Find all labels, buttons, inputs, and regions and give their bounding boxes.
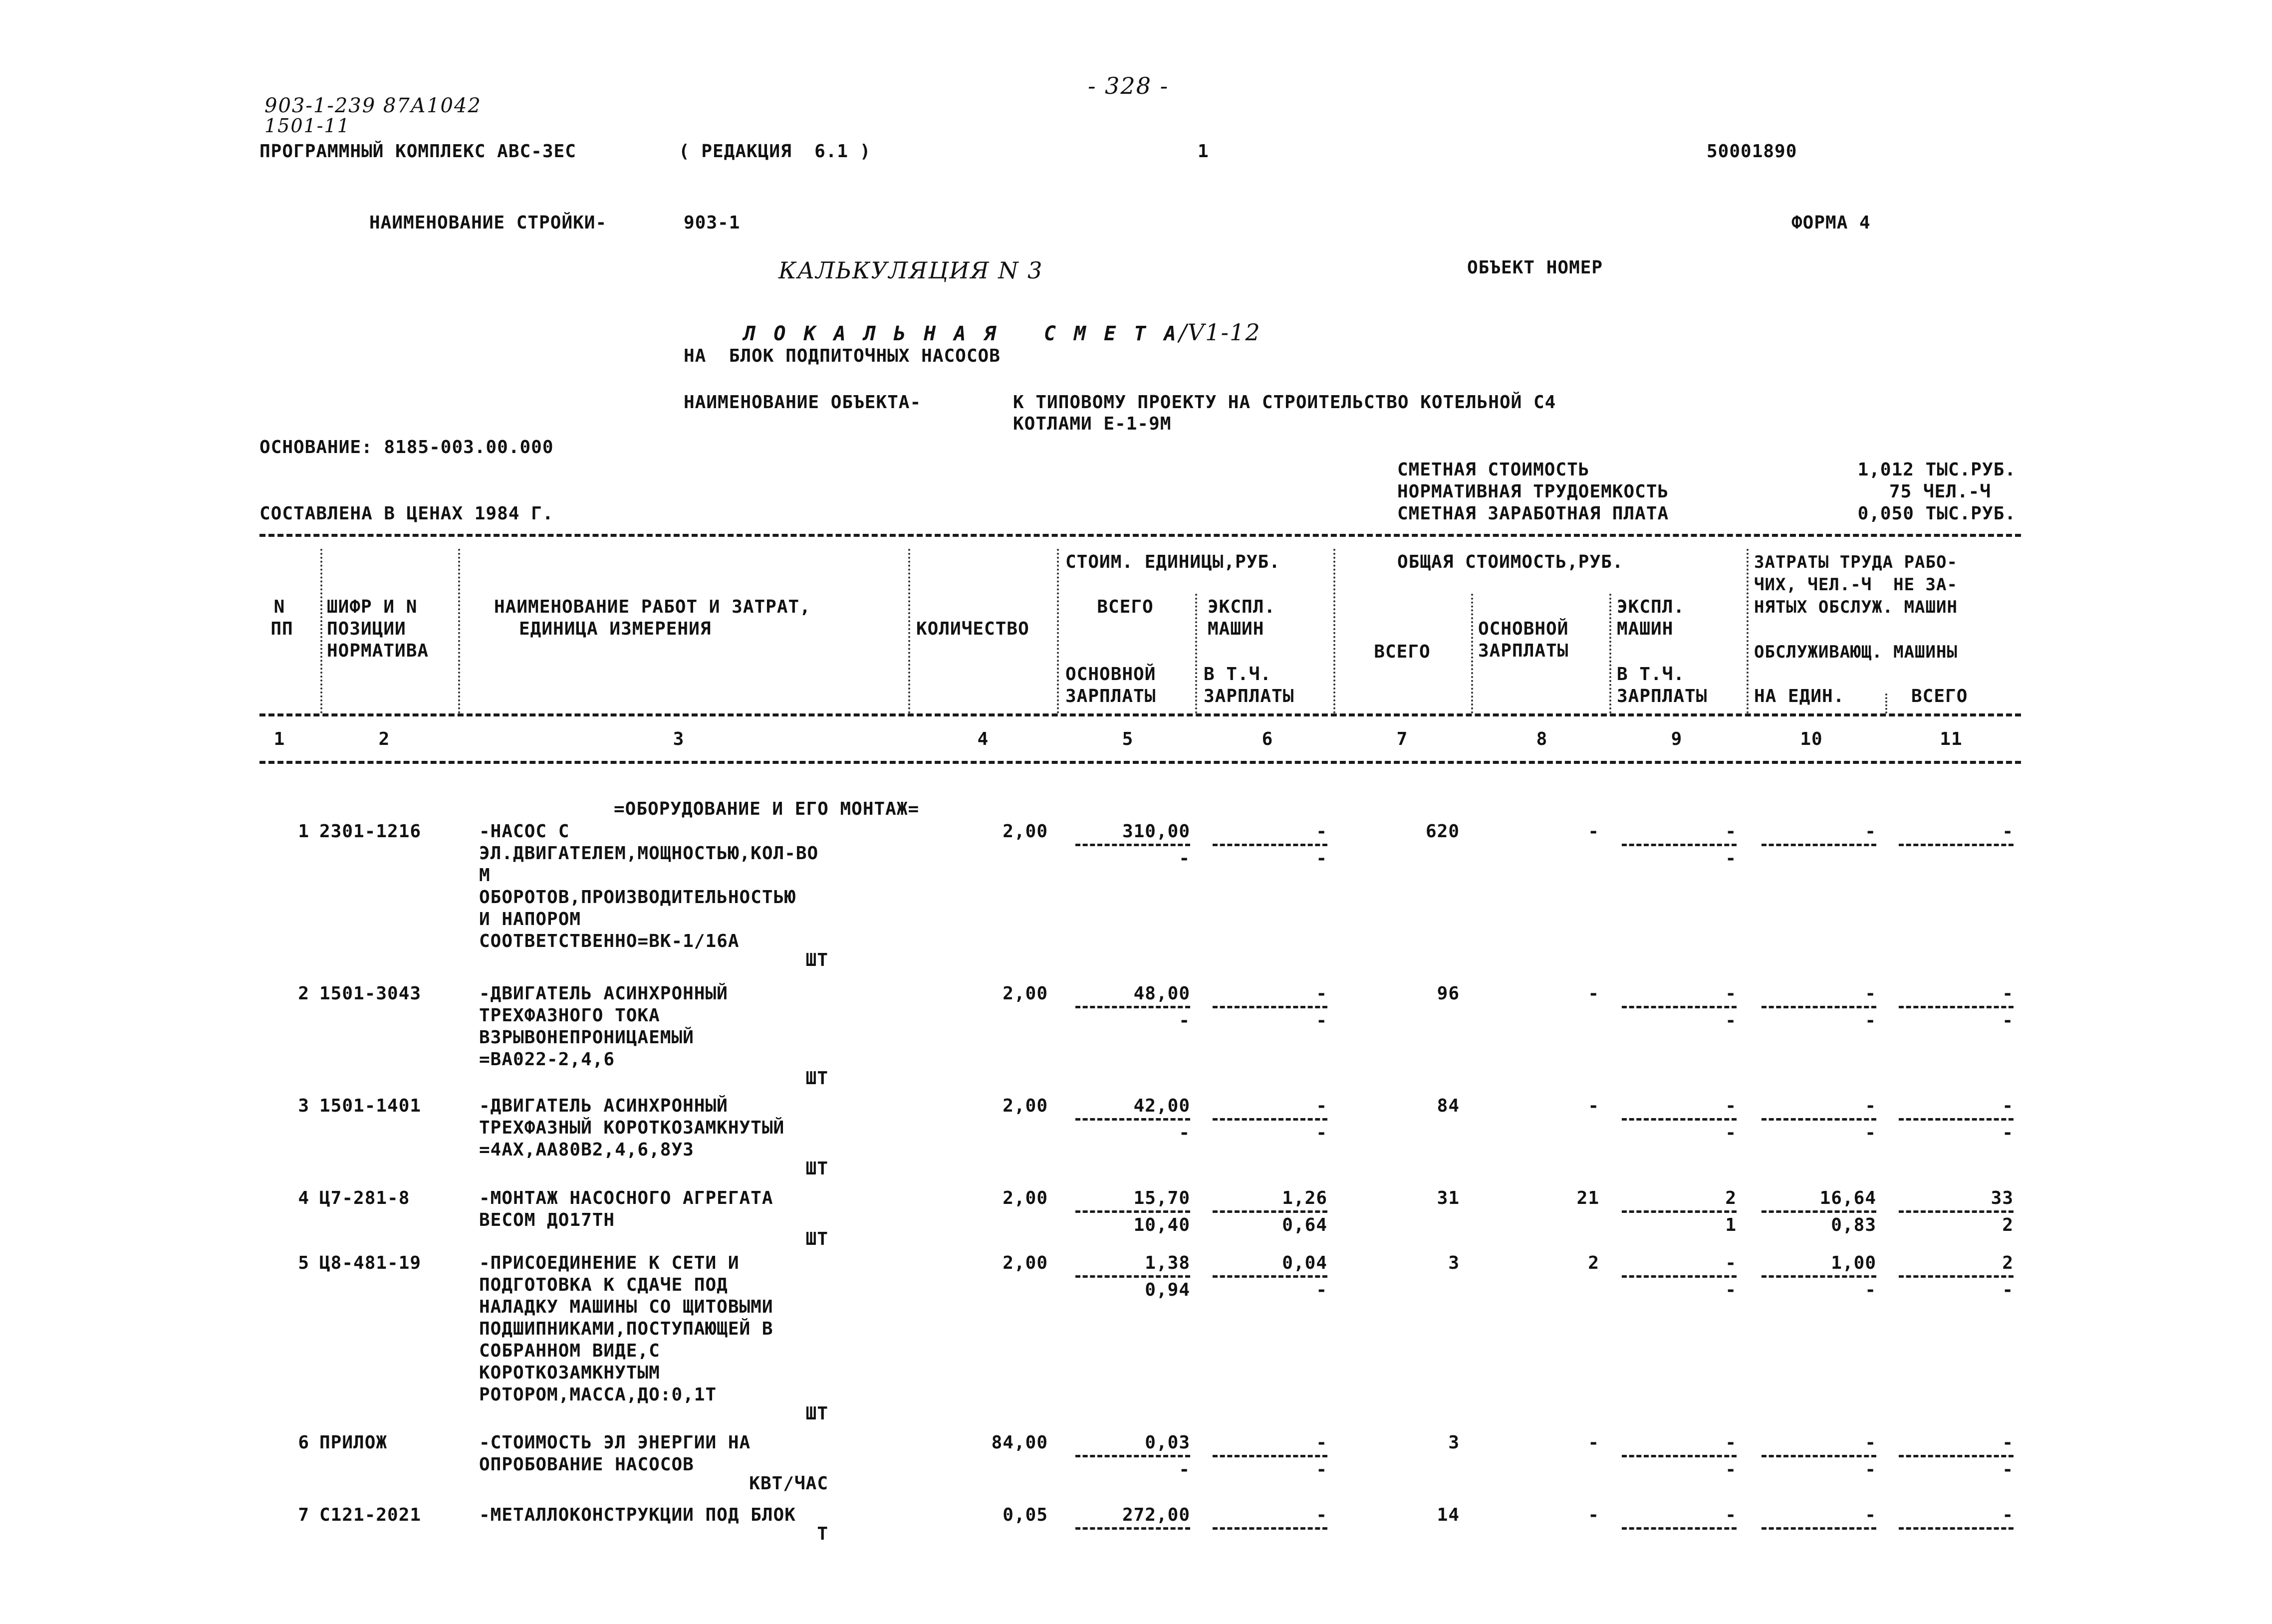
- row-qty: 2,00: [1003, 821, 1048, 842]
- site-value: 903-1: [684, 213, 741, 233]
- row-c11: -: [2002, 1432, 2014, 1453]
- col-number-7: 7: [1396, 729, 1408, 749]
- row-c7: 14: [1437, 1505, 1460, 1525]
- row-number: 3: [298, 1096, 309, 1116]
- row-value-separator: [1622, 1006, 1737, 1008]
- row-code: Ц7-281-8: [319, 1188, 410, 1208]
- row-c9b: -: [1725, 848, 1737, 869]
- summary-value-0: 1,012 ТЫС.РУБ.: [1857, 460, 2016, 480]
- row-unit: ШТ: [805, 1229, 828, 1249]
- row-value-separator: [1899, 844, 2014, 846]
- row-description-line: -ДВИГАТЕЛЬ АСИНХРОННЫЙ: [479, 983, 728, 1004]
- row-c10b: 0,83: [1831, 1215, 1876, 1235]
- row-value-separator: [1075, 1006, 1190, 1008]
- row-c10b: -: [1865, 1123, 1876, 1143]
- estimate-number-handwritten: /V1-12: [1179, 319, 1261, 346]
- document-id: 50001890: [1707, 141, 1797, 162]
- row-c8: -: [1588, 1505, 1599, 1525]
- row-c11b: -: [2002, 1010, 2014, 1031]
- col-divider-6: [1333, 549, 1335, 713]
- row-value-separator: [1075, 1118, 1190, 1121]
- row-description-line: ОБОРОТОВ,ПРОИЗВОДИТЕЛЬНОСТЬЮ: [479, 887, 796, 908]
- header-c5a: ВСЕГО: [1097, 597, 1154, 617]
- row-description-line: ВЗРЫВОНЕПРОНИЦАЕМЫЙ: [479, 1027, 694, 1048]
- header-c9a-2: МАШИН: [1617, 619, 1674, 639]
- basis: ОСНОВАНИЕ: 8185-003.00.000: [259, 437, 554, 458]
- row-description-line: ТРЕХФАЗНЫЙ КОРОТКОЗАМКНУТЫЙ: [479, 1118, 785, 1138]
- row-value-separator: [1213, 1527, 1327, 1530]
- row-c6: -: [1316, 821, 1327, 842]
- row-value-separator: [1213, 1118, 1327, 1121]
- summary-label-1: НОРМАТИВНАЯ ТРУДОЕМКОСТЬ: [1397, 481, 1669, 502]
- row-c9: -: [1725, 1505, 1737, 1525]
- header-c5b-2: ЗАРПЛАТЫ: [1065, 686, 1156, 706]
- summary-label-0: СМЕТНАЯ СТОИМОСТЬ: [1397, 460, 1590, 480]
- row-qty: 2,00: [1003, 1096, 1048, 1116]
- col-number-8: 8: [1536, 729, 1548, 749]
- estimate-title-text: Л О К А Л Ь Н А Я С М Е Т А: [744, 322, 1179, 345]
- row-number: 7: [298, 1505, 309, 1525]
- row-c7: 3: [1448, 1432, 1460, 1453]
- row-value-separator: [1075, 1275, 1190, 1278]
- row-number: 2: [298, 983, 309, 1004]
- row-description-line: -МЕТАЛЛОКОНСТРУКЦИИ ПОД БЛОК: [479, 1505, 796, 1525]
- header-c8-2: ЗАРПЛАТЫ: [1478, 641, 1569, 661]
- document-code-handwritten: 903-1-239 87А1042: [264, 94, 482, 117]
- object-name-line2: КОТЛАМИ Е-1-9М: [1013, 414, 1172, 434]
- header-code-2: ПОЗИЦИИ: [327, 619, 406, 639]
- row-c10: 1,00: [1831, 1253, 1876, 1273]
- row-value-separator: [1075, 1455, 1190, 1457]
- row-c6b: -: [1316, 848, 1327, 869]
- row-c7: 96: [1437, 983, 1460, 1004]
- row-c8: 2: [1588, 1253, 1599, 1273]
- row-c6: -: [1316, 983, 1327, 1004]
- col-number-5: 5: [1122, 729, 1134, 749]
- row-description-line: =ВА022-2,4,6: [479, 1049, 615, 1070]
- row-value-separator: [1762, 1118, 1876, 1121]
- row-unit: ШТ: [805, 1403, 828, 1424]
- row-code: 1501-1401: [319, 1096, 422, 1116]
- row-c8: 21: [1576, 1188, 1599, 1208]
- row-c10b: -: [1865, 1010, 1876, 1031]
- row-unit: КВТ/ЧАС: [749, 1473, 828, 1494]
- for-line: НА БЛОК ПОДПИТОЧНЫХ НАСОСОВ: [684, 346, 1001, 366]
- header-c11: ВСЕГО: [1911, 686, 1968, 706]
- row-description-line: =4АХ,АА80В2,4,6,8УЗ: [479, 1140, 694, 1160]
- row-c11: 2: [2002, 1253, 2014, 1273]
- col-divider-5: [1195, 594, 1197, 713]
- row-c6b: -: [1316, 1123, 1327, 1143]
- row-c10: 16,64: [1819, 1188, 1876, 1208]
- row-c11: -: [2002, 821, 2014, 842]
- header-quantity: КОЛИЧЕСТВО: [916, 619, 1029, 639]
- col-divider-1: [320, 549, 322, 713]
- row-value-separator: [1622, 1527, 1737, 1530]
- row-value-separator: [1075, 844, 1190, 846]
- header-c6b-2: ЗАРПЛАТЫ: [1204, 686, 1294, 706]
- row-value-separator: [1762, 1275, 1876, 1278]
- row-c11: -: [2002, 1505, 2014, 1525]
- object-name-label: НАИМЕНОВАНИЕ ОБЪЕКТА-: [684, 392, 922, 413]
- row-description-line: НАЛАДКУ МАШИНЫ СО ЩИТОВЫМИ: [479, 1297, 773, 1317]
- row-unit: ШТ: [805, 1159, 828, 1179]
- row-value-separator: [1622, 1275, 1737, 1278]
- header-c9a-1: ЭКСПЛ.: [1617, 597, 1685, 617]
- row-c11: -: [2002, 1096, 2014, 1116]
- row-c9b: -: [1725, 1459, 1737, 1480]
- row-c10: -: [1865, 821, 1876, 842]
- row-value-separator: [1622, 1118, 1737, 1121]
- row-qty: 0,05: [1003, 1505, 1048, 1525]
- row-c10: -: [1865, 1432, 1876, 1453]
- summary-label-2: СМЕТНАЯ ЗАРАБОТНАЯ ПЛАТА: [1397, 503, 1669, 524]
- row-code: Ц8-481-19: [319, 1253, 422, 1273]
- col-number-9: 9: [1671, 729, 1683, 749]
- row-value-separator: [1899, 1455, 2014, 1457]
- row-value-separator: [1762, 1006, 1876, 1008]
- row-c9: -: [1725, 1253, 1737, 1273]
- row-qty: 2,00: [1003, 1188, 1048, 1208]
- row-description-line: СООТВЕТСТВЕННО=ВК-1/16А: [479, 931, 740, 951]
- row-qty: 2,00: [1003, 983, 1048, 1004]
- summary-value-1: 75 ЧЕЛ.-Ч: [1889, 481, 1991, 502]
- row-c6: -: [1316, 1096, 1327, 1116]
- col-number-2: 2: [378, 729, 390, 749]
- sheet-number: 1: [1198, 141, 1209, 162]
- program-edition: ( РЕДАКЦИЯ 6.1 ): [679, 141, 871, 162]
- row-c6b: 0,64: [1282, 1215, 1327, 1235]
- row-value-separator: [1622, 844, 1737, 846]
- col-divider-9: [1747, 549, 1749, 713]
- row-c11: 33: [1991, 1188, 2014, 1208]
- row-number: 6: [298, 1432, 309, 1453]
- row-c10: -: [1865, 1096, 1876, 1116]
- row-description-line: -ДВИГАТЕЛЬ АСИНХРОННЫЙ: [479, 1096, 728, 1116]
- col-number-10: 10: [1800, 729, 1823, 749]
- row-description-line: КОРОТКОЗАМКНУТЫМ: [479, 1363, 660, 1383]
- row-value-separator: [1899, 1118, 2014, 1121]
- row-c6: -: [1316, 1432, 1327, 1453]
- row-description-line: ПОДГОТОВКА К СДАЧЕ ПОД: [479, 1275, 728, 1295]
- row-value-separator: [1622, 1210, 1737, 1213]
- header-c10: НА ЕДИН.: [1754, 686, 1845, 706]
- header-rule-mid: [259, 713, 2021, 716]
- row-value-separator: [1899, 1210, 2014, 1213]
- row-value-separator: [1762, 1527, 1876, 1530]
- document-code-2-handwritten: 1501-11: [264, 115, 350, 137]
- row-c5b: -: [1179, 1123, 1190, 1143]
- row-value-separator: [1075, 1527, 1190, 1530]
- row-value-separator: [1899, 1006, 2014, 1008]
- row-value-separator: [1762, 1455, 1876, 1457]
- row-c6b: -: [1316, 1459, 1327, 1480]
- estimate-title: [714, 299, 1261, 345]
- calculation-title: КАЛЬКУЛЯЦИЯ N 3: [778, 257, 1043, 284]
- row-value-separator: [1213, 1455, 1327, 1457]
- row-description-line: М: [479, 865, 491, 886]
- header-c6a-2: МАШИН: [1208, 619, 1264, 639]
- row-c9b: -: [1725, 1123, 1737, 1143]
- row-qty: 2,00: [1003, 1253, 1048, 1273]
- header-c9b-1: В Т.Ч.: [1617, 664, 1685, 685]
- row-code: 1501-3043: [319, 983, 422, 1004]
- header-c5b-1: ОСНОВНОЙ: [1065, 664, 1156, 685]
- col-number-3: 3: [673, 729, 685, 749]
- row-c7: 3: [1448, 1253, 1460, 1273]
- header-labor-sub: ОБСЛУЖИВАЮЩ. МАШИНЫ: [1754, 642, 1958, 662]
- page-number-handwritten: - 328 -: [1088, 72, 1169, 99]
- row-description-line: -СТОИМОСТЬ ЭЛ ЭНЕРГИИ НА: [479, 1432, 751, 1453]
- row-description-line: ВЕСОМ ДО17ТН: [479, 1210, 615, 1230]
- prices-line: СОСТАВЛЕНА В ЦЕНАХ 1984 Г.: [259, 503, 554, 524]
- row-c5: 1,38: [1145, 1253, 1190, 1273]
- row-c5: 310,00: [1122, 821, 1190, 842]
- row-description-line: -ПРИСОЕДИНЕНИЕ К СЕТИ И: [479, 1253, 740, 1273]
- row-value-separator: [1762, 844, 1876, 846]
- row-description-line: -МОНТАЖ НАСОСНОГО АГРЕГАТА: [479, 1188, 773, 1208]
- row-c10: -: [1865, 1505, 1876, 1525]
- row-description-line: РОТОРОМ,МАССА,ДО:0,1Т: [479, 1385, 717, 1405]
- row-c8: -: [1588, 1096, 1599, 1116]
- header-labor-1: ЗАТРАТЫ ТРУДА РАБО-: [1754, 552, 1958, 572]
- row-c6: 0,04: [1282, 1253, 1327, 1273]
- col-number-6: 6: [1262, 729, 1273, 749]
- row-c9: -: [1725, 983, 1737, 1004]
- row-c9: -: [1725, 1432, 1737, 1453]
- row-c10b: -: [1865, 1459, 1876, 1480]
- row-c5: 15,70: [1133, 1188, 1190, 1208]
- col-number-1: 1: [273, 729, 285, 749]
- row-value-separator: [1213, 1210, 1327, 1213]
- row-number: 4: [298, 1188, 309, 1208]
- program-name: ПРОГРАММНЫЙ КОМПЛЕКС АВС-3ЕС: [259, 141, 576, 162]
- row-c5b: -: [1179, 1459, 1190, 1480]
- row-value-separator: [1899, 1527, 2014, 1530]
- row-c11b: 2: [2002, 1215, 2014, 1235]
- row-description-line: ПОДШИПНИКАМИ,ПОСТУПАЮЩЕЙ В: [479, 1319, 773, 1339]
- row-c6: 1,26: [1282, 1188, 1327, 1208]
- col-divider-4: [1057, 549, 1059, 713]
- col-divider-3: [908, 549, 910, 713]
- col-divider-8: [1609, 594, 1611, 713]
- header-name-2: ЕДИНИЦА ИЗМЕРЕНИЯ: [519, 619, 712, 639]
- form-number: ФОРМА 4: [1791, 213, 1871, 233]
- row-value-separator: [1213, 1275, 1327, 1278]
- row-c11b: -: [2002, 1459, 2014, 1480]
- row-value-separator: [1075, 1210, 1190, 1213]
- row-description-line: ЭЛ.ДВИГАТЕЛЕМ,МОЩНОСТЬЮ,КОЛ-ВО: [479, 843, 819, 864]
- row-description-line: -НАСОС С: [479, 821, 570, 842]
- row-description-line: СОБРАННОМ ВИДЕ,С: [479, 1341, 660, 1361]
- row-description-line: ОПРОБОВАНИЕ НАСОСОВ: [479, 1454, 694, 1475]
- row-c8: -: [1588, 983, 1599, 1004]
- row-c5: 0,03: [1145, 1432, 1190, 1453]
- row-c9b: -: [1725, 1010, 1737, 1031]
- header-c6b-1: В Т.Ч.: [1204, 664, 1272, 685]
- section-title: =ОБОРУДОВАНИЕ И ЕГО МОНТАЖ=: [614, 799, 920, 819]
- row-value-separator: [1762, 1210, 1876, 1213]
- row-c7: 620: [1425, 821, 1460, 842]
- row-c11: -: [2002, 983, 2014, 1004]
- header-name-1: НАИМЕНОВАНИЕ РАБОТ И ЗАТРАТ,: [494, 597, 811, 617]
- col-number-11: 11: [1940, 729, 1963, 749]
- col-divider-7: [1471, 594, 1473, 713]
- header-unit-cost: СТОИМ. ЕДИНИЦЫ,РУБ.: [1065, 552, 1280, 572]
- row-c5: 48,00: [1133, 983, 1190, 1004]
- col-divider-10: [1885, 694, 1887, 713]
- header-labor-2: ЧИХ, ЧЕЛ.-Ч НЕ ЗА-: [1754, 575, 1958, 595]
- col-divider-2: [458, 549, 460, 713]
- site-label: НАИМЕНОВАНИЕ СТРОЙКИ-: [369, 213, 607, 233]
- row-c5b: -: [1179, 848, 1190, 869]
- row-c9b: -: [1725, 1280, 1737, 1300]
- row-c7: 84: [1437, 1096, 1460, 1116]
- header-rule-top: [259, 534, 2021, 537]
- row-c5b: 0,94: [1145, 1280, 1190, 1300]
- header-rule-bottom: [259, 761, 2021, 764]
- row-c9b: 1: [1725, 1215, 1737, 1235]
- header-c7: ВСЕГО: [1374, 642, 1431, 662]
- header-c9b-2: ЗАРПЛАТЫ: [1617, 686, 1708, 706]
- row-c5: 42,00: [1133, 1096, 1190, 1116]
- object-name-line1: К ТИПОВОМУ ПРОЕКТУ НА СТРОИТЕЛЬСТВО КОТЕЛЬНОЙ С4: [1013, 392, 1556, 413]
- row-c6b: -: [1316, 1280, 1327, 1300]
- row-c5b: 10,40: [1133, 1215, 1190, 1235]
- header-n: N: [273, 597, 285, 617]
- header-c6a-1: ЭКСПЛ.: [1208, 597, 1276, 617]
- row-c11b: -: [2002, 1280, 2014, 1300]
- row-c9: -: [1725, 821, 1737, 842]
- row-description-line: И НАПОРОМ: [479, 909, 581, 929]
- row-code: С121-2021: [319, 1505, 422, 1525]
- header-code-3: НОРМАТИВА: [327, 641, 429, 661]
- header-pp: ПП: [270, 619, 293, 639]
- row-qty: 84,00: [991, 1432, 1048, 1453]
- header-c8-1: ОСНОВНОЙ: [1478, 619, 1569, 639]
- row-value-separator: [1213, 1006, 1327, 1008]
- row-c8: -: [1588, 1432, 1599, 1453]
- row-value-separator: [1213, 844, 1327, 846]
- row-c7: 31: [1437, 1188, 1460, 1208]
- row-c11b: -: [2002, 1123, 2014, 1143]
- row-c8: -: [1588, 821, 1599, 842]
- summary-value-2: 0,050 ТЫС.РУБ.: [1857, 503, 2016, 524]
- row-c6: -: [1316, 1505, 1327, 1525]
- row-c5: 272,00: [1122, 1505, 1190, 1525]
- row-value-separator: [1899, 1275, 2014, 1278]
- header-code-1: ШИФР И N: [327, 597, 418, 617]
- row-c5b: -: [1179, 1010, 1190, 1031]
- row-c6b: -: [1316, 1010, 1327, 1031]
- row-value-separator: [1622, 1455, 1737, 1457]
- row-c10b: -: [1865, 1280, 1876, 1300]
- row-unit: Т: [817, 1524, 828, 1544]
- row-c9: -: [1725, 1096, 1737, 1116]
- header-total-cost: ОБЩАЯ СТОИМОСТЬ,РУБ.: [1397, 552, 1624, 572]
- row-unit: ШТ: [805, 950, 828, 970]
- col-number-4: 4: [977, 729, 989, 749]
- row-number: 5: [298, 1253, 309, 1273]
- row-description-line: ТРЕХФАЗНОГО ТОКА: [479, 1005, 660, 1026]
- row-c10: -: [1865, 983, 1876, 1004]
- row-unit: ШТ: [805, 1068, 828, 1089]
- object-number-label: ОБЪЕКТ НОМЕР: [1467, 257, 1603, 278]
- header-labor-3: НЯТЫХ ОБСЛУЖ. МАШИН: [1754, 597, 1958, 617]
- row-c9: 2: [1725, 1188, 1737, 1208]
- row-number: 1: [298, 821, 309, 842]
- row-code: 2301-1216: [319, 821, 422, 842]
- row-code: ПРИЛОЖ: [319, 1432, 388, 1453]
